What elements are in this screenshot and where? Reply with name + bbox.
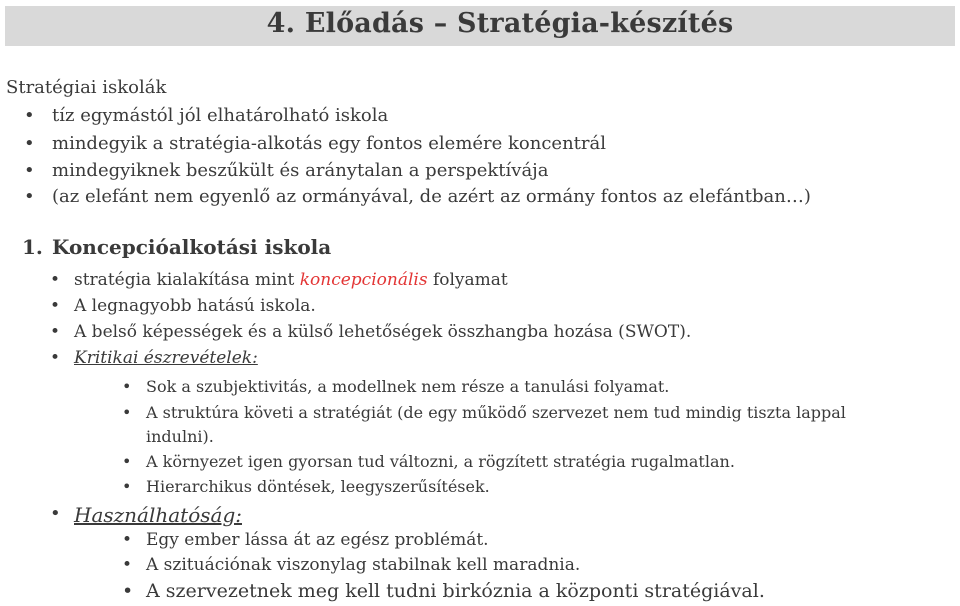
bullet-dot: • bbox=[50, 296, 61, 316]
bullet-dot: • bbox=[50, 322, 61, 342]
critique-text: Hierarchikus döntések, leegyszerűsítések. bbox=[146, 477, 490, 496]
bullet-dot: • bbox=[50, 503, 61, 524]
critique-text: A környezet igen gyorsan tud változni, a rögzített stratégia rugalmatlan. bbox=[146, 452, 735, 471]
intro-bullet-text: (az elefánt nem egyenlő az ormányával, de azért az ormány fontos az elefántban…) bbox=[52, 186, 811, 207]
usability-heading: Használhatóság: bbox=[74, 503, 242, 527]
critique-heading: Kritikai észrevételek: bbox=[74, 348, 258, 368]
section-bullet-text: A belső képességek és a külső lehetőségek összhangba hozása (SWOT). bbox=[74, 322, 692, 342]
usability-text: A szituációnak viszonylag stabilnak kell maradnia. bbox=[146, 555, 581, 575]
section-bullet-text: A legnagyobb hatású iskola. bbox=[74, 296, 316, 316]
bullet-dot: • bbox=[24, 133, 35, 154]
bullet-dot: • bbox=[122, 477, 132, 496]
bullet-dot: • bbox=[50, 348, 61, 368]
section-bullet-text bbox=[74, 270, 508, 290]
bullet-dot: • bbox=[24, 160, 35, 181]
section-title: Koncepcióalkotási iskola bbox=[52, 235, 332, 259]
usability-text: Egy ember lássa át az egész problémát. bbox=[146, 530, 489, 550]
highlight-term: koncepcionális bbox=[299, 270, 428, 290]
critique-text: indulni). bbox=[146, 427, 214, 446]
slide-title: 4. Előadás – Stratégia-készítés bbox=[266, 8, 734, 39]
bullet-dot: • bbox=[122, 530, 133, 550]
intro-bullet-text: mindegyiknek beszűkült és aránytalan a perspektívája bbox=[52, 160, 549, 181]
title-bar bbox=[5, 6, 955, 46]
bullet-dot: • bbox=[50, 270, 61, 290]
intro-bullet-text: mindegyik a stratégia-alkotás egy fontos elemére koncentrál bbox=[52, 133, 607, 154]
bullet-dot: • bbox=[122, 555, 133, 575]
bullet-dot: • bbox=[24, 105, 35, 126]
bullet-dot: • bbox=[122, 377, 132, 396]
section-number: 1. bbox=[22, 235, 43, 259]
section-heading bbox=[22, 235, 331, 259]
intro-bullet-text: tíz egymástól jól elhatárolható iskola bbox=[52, 105, 389, 126]
text-suffix: folyamat bbox=[427, 270, 508, 290]
bullet-dot: • bbox=[24, 186, 35, 207]
critique-text: A struktúra követi a stratégiát (de egy működő szervezet nem tud mindig tiszta lappal bbox=[146, 403, 846, 422]
bullet-dot: • bbox=[122, 580, 134, 602]
text-prefix: stratégia kialakítása mint bbox=[74, 270, 300, 290]
intro-heading: Stratégiai iskolák bbox=[6, 77, 167, 98]
bullet-dot: • bbox=[122, 452, 132, 471]
critique-text: Sok a szubjektivitás, a modellnek nem része a tanulási folyamat. bbox=[146, 377, 670, 396]
usability-text: A szervezetnek meg kell tudni birkóznia a központi stratégiával. bbox=[146, 580, 765, 602]
bullet-dot: • bbox=[122, 403, 132, 422]
